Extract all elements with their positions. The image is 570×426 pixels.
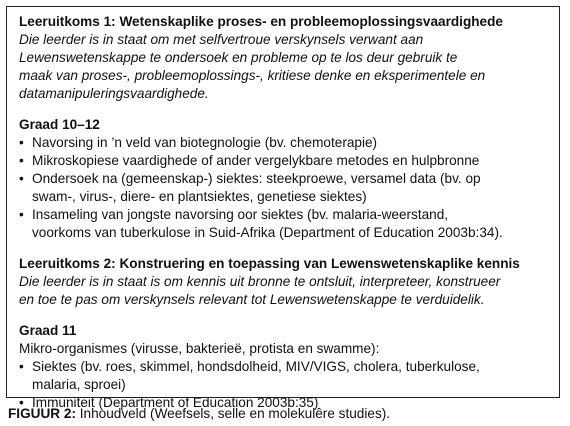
list-item-line: Siektes (bv. roes, skimmel, hondsdolheid, MIV/VIGS, cholera, tuberkulose, (32, 359, 480, 374)
section1-desc-line: Lewenswetenskappe te ondersoek en probleme op te los deur gebruik te (19, 50, 458, 65)
content-box (6, 6, 560, 410)
list-item-line: Immuniteit (Department of Education 2003b:35) (32, 395, 319, 410)
list-item-line: voorkoms van tuberkulose in Suid-Afrika (Department of Education 2003b:34). (32, 225, 503, 240)
section2-grade: Graad 11 (19, 323, 77, 338)
section2-desc-line: en toe te pas om verskynsels relevant tot Lewenswetenskappe te verduidelik. (19, 292, 485, 307)
list-item-line: Mikroskopiese vaardighede of ander vergelykbare metodes en hulpbronne (32, 153, 480, 168)
list-item-line: Insameling van jongste navorsing oor siektes (bv. malaria-weerstand, (32, 207, 449, 222)
section1-desc-line: maak van proses-, probleemoplossings-, kritiese denke en eksperimentele en (19, 68, 486, 83)
section2-heading: Leeruitkoms 2: Konstruering en toepassing van Lewenswetenskaplike kennis (19, 256, 520, 271)
figure-caption (8, 405, 390, 423)
section1-desc-line: datamanipuleringsvaardighede. (19, 86, 209, 101)
list-item-line: swam-, virus-, diere- en plantsiektes, genetiese siektes) (32, 189, 367, 204)
caption-label: FIGUUR 2: (8, 406, 76, 421)
section2-description (19, 273, 549, 309)
section1-grade: Graad 10–12 (19, 117, 100, 132)
list-item (19, 152, 549, 170)
section1-heading: Leeruitkoms 1: Wetenskaplike proses- en probleemoplossingsvaardighede (19, 14, 503, 29)
list-item (19, 358, 549, 394)
list-item (19, 134, 549, 152)
section2-desc-line: Die leerder is in staat is om kennis uit bronne te ontsluit, interpreteer, konstrueer (19, 274, 501, 289)
list-item-line: Navorsing in ’n veld van biotegnologie (bv. chemoterapie) (32, 135, 378, 150)
list-item-line: Ondersoek na (gemeenskap-) siektes: steekproewe, versamel data (bv. op (32, 171, 481, 186)
section1-bullet-list (19, 134, 549, 242)
section2-bullet-list (19, 358, 549, 412)
caption-text: Inhoudveld (Weefsels, selle en molekulêre studies). (75, 406, 391, 421)
section2-intro: Mikro-organismes (virusse, bakterieë, protista en swamme): (19, 341, 380, 356)
list-item (19, 170, 549, 206)
section1-desc-line: Die leerder is in staat om met selfvertroue verskynsels verwant aan (19, 32, 424, 47)
list-item (19, 206, 549, 242)
list-item-line: malaria, sproei) (32, 377, 126, 392)
section1-description (19, 31, 549, 103)
